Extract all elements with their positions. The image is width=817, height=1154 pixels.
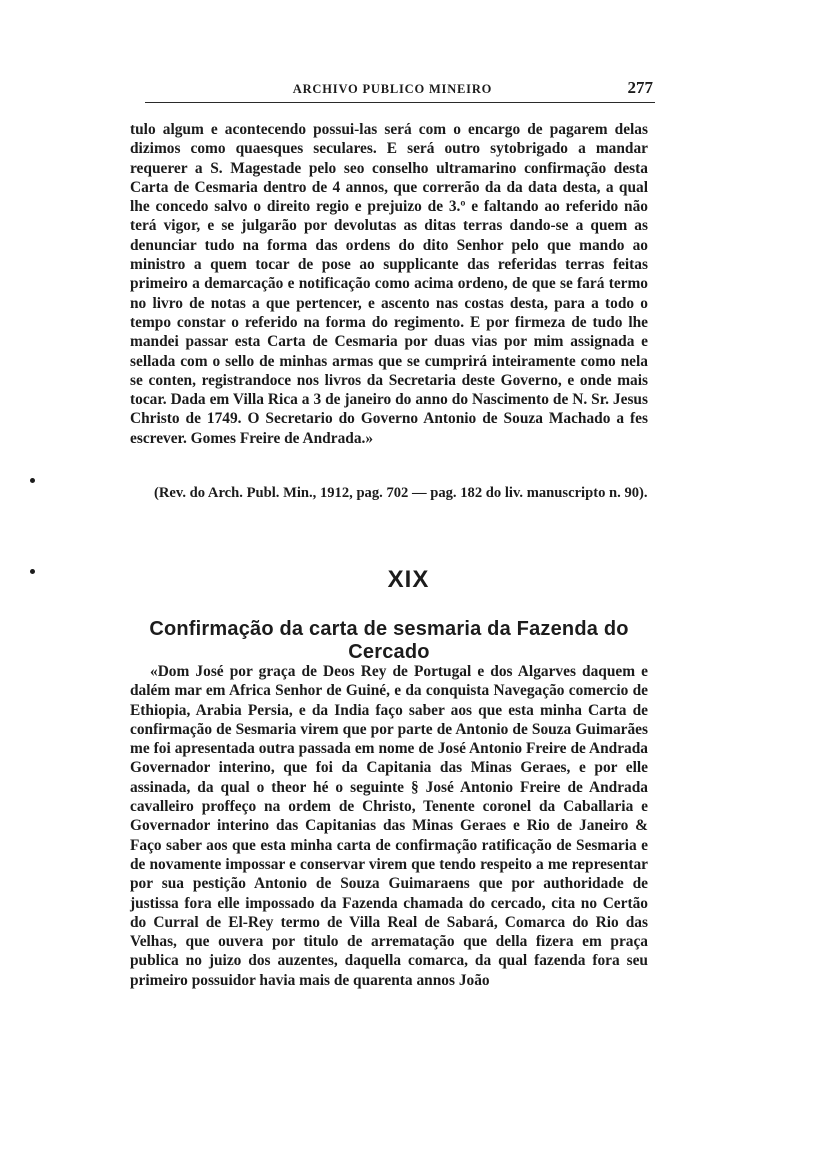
source-reference xyxy=(130,484,648,503)
margin-mark xyxy=(30,478,35,483)
body-paragraph-continued xyxy=(130,120,648,448)
reference-text: (Rev. do Arch. Publ. Min., 1912, pag. 702 — pag. 182 do liv. manuscripto n. 90). xyxy=(154,485,648,501)
section-number: XIX xyxy=(387,566,430,593)
header-rule xyxy=(145,102,655,103)
page-number: 277 xyxy=(627,78,653,97)
running-title: ARCHIVO PUBLICO MINEIRO xyxy=(292,82,493,96)
section-title: Confirmação da carta de sesmaria da Fazenda do Cercado xyxy=(149,618,629,663)
margin-mark xyxy=(30,569,35,574)
paragraph-text: tulo algum e acontecendo possui-las será com o encargo de pagarem delas dizimos como quaesques seculares. E será outro sytobrigado a mandar requerer a S. Magestade pelo seo conselho ultramarino confirmação desta Carta de Cesmaria dentro de 4 annos, que correrão da da data desta, a qual lhe concedo salvo o direito regio e prejuizo de 3.º e faltando ao referido não terá vigor, e se julgarão por devolutas as ditas terras dando-se a quem as denunciar tudo na forma das ordens do dito Senhor pelo que mando ao ministro a quem tocar de pose ao supplicante das referidas terras feitas primeiro a demarcação e notificação como acima ordeno, de que se fará termo no livro de notas a que pertencer, e ascento nas costas desta, para a todo o tempo constar o referido na forma do regimento. E por firmeza de tudo lhe mandei passar esta Carta de Cesmaria por duas vias por mim assignada e sellada com o sello de minhas armas que se cumprirá inteiramente como nela se conten, registrandoce nos livros da Secretaria deste Governo, e onde mais tocar. Dada em Villa Rica a 3 de janeiro do anno do Nascimento de N. Sr. Jesus Christo de 1749. O Secretario do Governo Antonio de Souza Machado a fes escrever. Gomes Freire de Andrada.» xyxy=(130,121,648,447)
paragraph-text: «Dom José por graça de Deos Rey de Portugal e dos Algarves daquem e dalém mar em Africa Senhor de Guiné, e da conquista Navegação comercio de Ethiopia, Arabia Persia, e da India faço saber aos que esta minha Carta de confirmação de Sesmaria virem que por parte de Antonio de Souza Guimarães me foi apresentada outra passada em nome de José Antonio Freire de Andrada Governador interino, que foi da Capitania das Minas Geraes, e por elle assinada, da qual o theor hé o seguinte § José Antonio Freire de Andrada cavalleiro proffeço na ordem de Christo, Tenente coronel da Caballaria e Governador interino das Capitanias das Minas Geraes e Rio de Janeiro & Faço saber aos que esta minha carta de confirmação ratificação de Sesmaria e de novamente impossar e conservar virem que tendo respeito a me representar por sua pestição Antonio de Souza Guimaraens que por authoridade de justissa fora elle impossado da Fazenda chamada do cercado, cita no Certão do Curral de El-Rey termo de Villa Real de Sabará, Comarca do Rio das Velhas, que ouvera por titulo de arrematação que della fizera em praça publica no juizo dos auzentes, daquella comarca, da qual fazenda fora seu primeiro possuidor havia mais de quarenta annos João xyxy=(130,663,648,989)
body-paragraph-document xyxy=(130,662,648,990)
running-header xyxy=(130,78,655,102)
